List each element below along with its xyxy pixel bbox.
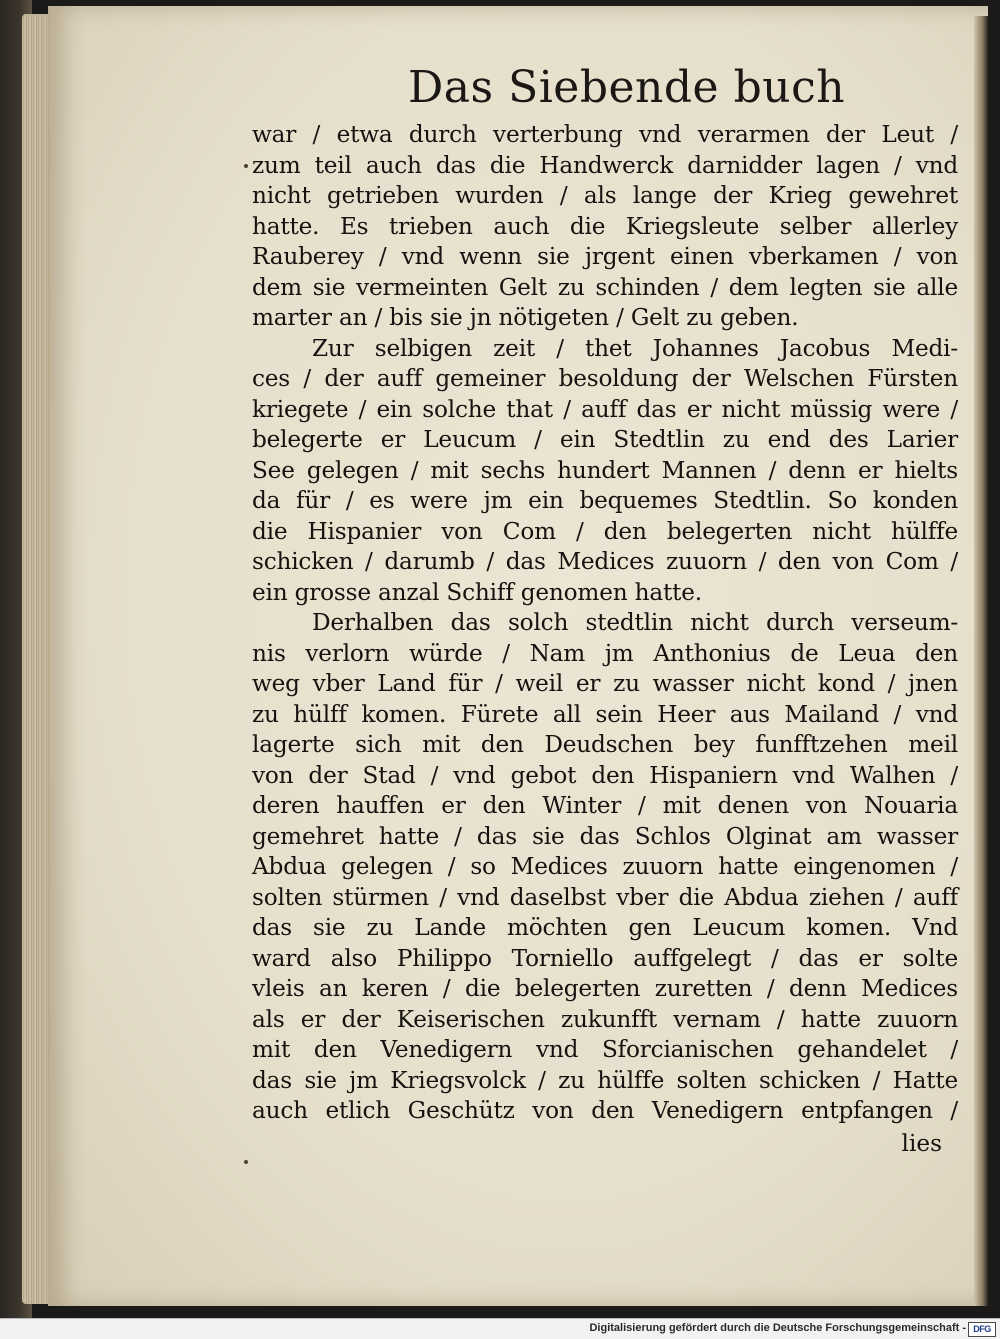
text-line: nis verlorn würde / Nam jm Anthonius de Leua den: [252, 639, 958, 667]
text-line: dem sie vermeinten Gelt zu schinden / dem legten sie alle: [252, 273, 958, 301]
text-line: weg vber Land für / weil er zu wasser nicht kond / jnen: [252, 670, 958, 697]
text-line: zu hülff komen. Fürete all sein Heer aus Mailand / vnd: [252, 700, 958, 728]
text-line: belegerte er Leucum / ein Stedtlin zu end des Larier: [252, 426, 958, 453]
text-line: hatte. Es trieben auch die Kriegsleute selber allerley: [252, 212, 958, 240]
text-line: von der Stad / vnd gebot den Hispaniern vnd Walhen /: [252, 761, 958, 789]
funding-credit: Digitalisierung gefördert durch die Deutsche Forschungsgemeinschaft -: [589, 1322, 966, 1334]
text-line: ces / der auff gemeiner besoldung der Welschen Fürsten: [252, 365, 958, 392]
text-line: Zur selbigen zeit / thet Johannes Jacobus Medi-: [312, 334, 958, 362]
text-line: vleis an keren / die belegerten zuretten / denn Medices: [252, 975, 958, 1002]
text-line: nicht getrieben wurden / als lange der Krieg gewehret: [252, 182, 958, 209]
text-line: schicken / darumb / das Medices zuuorn / den von Com /: [252, 548, 958, 575]
text-line: auch etlich Geschütz von den Venedigern entpfangen /: [252, 1097, 958, 1124]
text-line: lagerte sich mit den Deudschen bey funfftzehen meil: [252, 731, 958, 758]
text-line: ward also Philippo Torniello auffgelegt / das er solte: [252, 944, 958, 972]
text-line: See gelegen / mit sechs hundert Mannen / denn er hielts: [252, 456, 958, 484]
running-head: Das Siebende buch: [408, 62, 846, 113]
gutter-shadow: [974, 16, 988, 1306]
text-line: kriegete / ein solche that / auff das er nicht müssig were /: [252, 395, 958, 423]
text-line: gemehret hatte / das sie das Schlos Olginat am wasser: [252, 822, 958, 850]
text-line: solten stürmen / vnd daselbst vber die Abdua ziehen / auff: [252, 883, 958, 911]
text-line: Derhalben das solch stedtlin nicht durch verseum-: [312, 609, 958, 636]
footer-bar: [0, 1318, 1000, 1339]
dfg-logo: DFG: [968, 1322, 996, 1337]
marginal-mark: [244, 164, 248, 168]
catchword: lies: [901, 1129, 942, 1157]
text-line: mit den Venedigern vnd Sforcianischen gehandelet /: [252, 1036, 958, 1063]
text-line: die Hispanier von Com / den belegerten nicht hülffe: [252, 517, 958, 545]
text-line: das sie zu Lande möchten gen Leucum komen. Vnd: [252, 914, 958, 941]
text-line: war / etwa durch verterbung vnd verarmen der Leut /: [252, 121, 958, 148]
text-line: das sie jm Kriegsvolck / zu hülffe solten schicken / Hatte: [252, 1066, 958, 1094]
text-line: da für / es were jm ein bequemes Stedtlin. So konden: [252, 487, 958, 514]
text-line: Rauberey / vnd wenn sie jrgent einen vberkamen / von: [252, 243, 958, 270]
text-block: [252, 120, 958, 1161]
text-line: als er der Keiserischen zukunfft vernam / hatte zuuorn: [252, 1005, 958, 1033]
marginal-mark: [244, 1160, 248, 1164]
text-line: ein grosse anzal Schiff genomen hatte.: [252, 578, 702, 606]
text-line: Abdua gelegen / so Medices zuuorn hatte eingenomen /: [252, 853, 958, 880]
text-line: zum teil auch das die Handwerck darnidder lagen / vnd: [252, 151, 958, 179]
text-line: marter an / bis sie jn nötigeten / Gelt zu geben.: [252, 304, 799, 331]
text-line: deren hauffen er den Winter / mit denen von Nouaria: [252, 792, 958, 819]
